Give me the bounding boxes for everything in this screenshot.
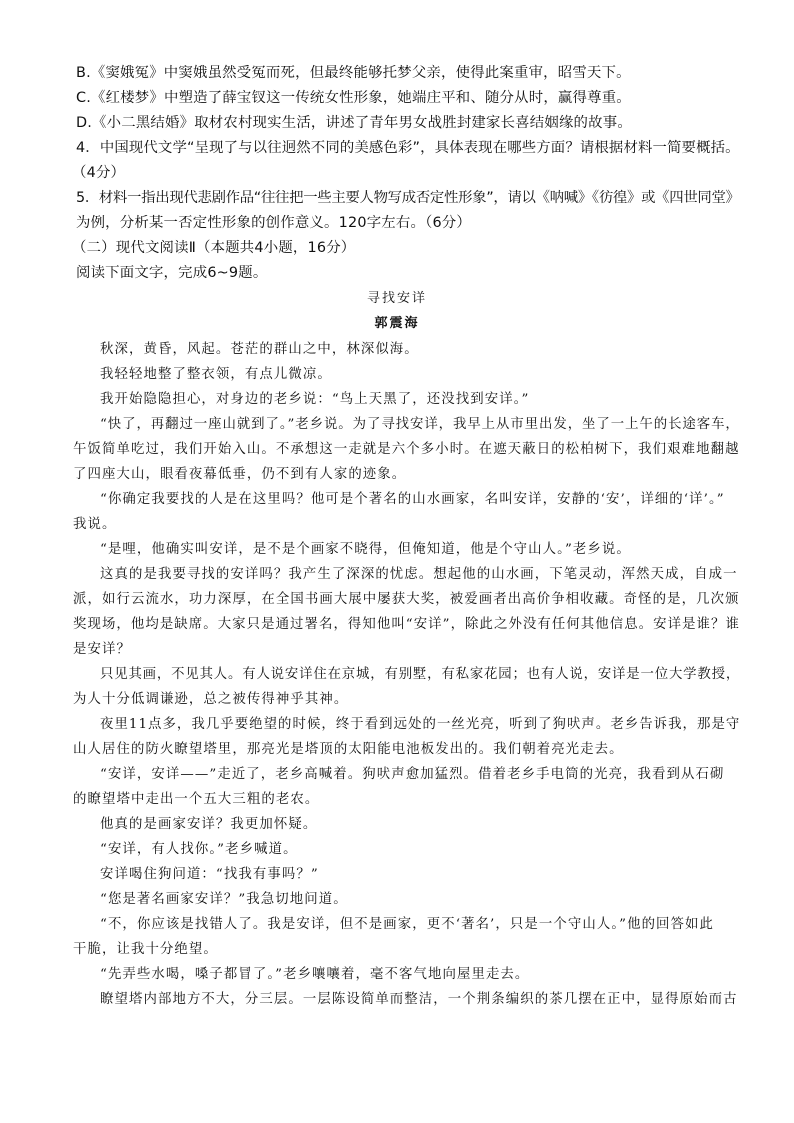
passage-line: 派，如行云流水，功力深厚，在全国书画大展中屡获大奖，被爱画者出高价争相收藏。奇怪的是，几次颁 <box>73 592 740 607</box>
passage-line: 是安详？ <box>73 642 131 657</box>
passage-line: 山人居住的防火瞭望塔里，那亮光是塔顶的太阳能电池板发出的。我们朝着亮光走去。 <box>73 742 624 757</box>
passage-line: 他真的是画家安详？我更加怀疑。 <box>100 817 318 832</box>
question-5-line-2: 为例，分析某一否定性形象的创作意义。120字左右。（6分） <box>76 215 471 231</box>
option-c: C.《红楼梦》中塑造了薛宝钗这一传统女性形象，她端庄平和、随分从时，赢得尊重。 <box>76 90 631 106</box>
passage-line: 秋深，黄昏，风起。苍茫的群山之中，林深似海。 <box>100 342 419 357</box>
passage-line: 干脆，让我十分绝望。 <box>73 942 218 957</box>
passage-line: 的瞭望塔中走出一个五大三粗的老农。 <box>73 792 320 807</box>
passage-line: 安详喝住狗问道：“找我有事吗？” <box>100 867 319 882</box>
passage-line: “你确定我要找的人是在这里吗？他可是个著名的山水画家，名叫安详，安静的‘安’，详细的‘详’。” <box>100 492 725 507</box>
question-4-line-2: （4分） <box>72 165 126 181</box>
passage-author: 郭震海 <box>374 316 420 331</box>
passage-line: 瞭望塔内部地方不大，分三层。一层陈设简单而整洁，一个荆条编织的茶几摆在正中，显得原始而古 <box>100 992 738 1007</box>
passage-line: 我开始隐隐担心，对身边的老乡说：“鸟上天黑了，还没找到安详。” <box>100 392 530 407</box>
passage-line: “安详，安详——”走近了，老乡高喊着。狗吠声愈加猛烈。借着老乡手电筒的光亮，我看到从石砌 <box>100 767 725 782</box>
section-heading: （二）现代文阅读Ⅱ（本题共4小题，16分） <box>72 240 356 256</box>
question-4-line-1: 4．中国现代文学“呈现了与以往迥然不同的美感色彩”，具体表现在哪些方面？请根据材料一简要概括。 <box>76 140 740 156</box>
passage-line: “您是著名画家安详？”我急切地问道。 <box>100 892 348 907</box>
question-5-line-1: 5．材料一指出现代悲剧作品“往往把一些主要人物写成否定性形象”，请以《呐喊》《彷徨》或《四世同堂》 <box>76 190 740 206</box>
passage-line: “先弄些水喝，嗓子都冒了。”老乡嚷嚷着，毫不客气地向屋里走去。 <box>100 967 530 982</box>
passage-line: 为人十分低调谦逊，总之被传得神乎其神。 <box>73 692 349 707</box>
passage-line: 奖现场，他均是缺席。大家只是通过署名，得知他叫“安详”，除此之外没有任何其他信息。安详是谁？谁 <box>73 617 740 632</box>
passage-line: “安详，有人找你。”老乡喊道。 <box>100 842 298 857</box>
passage-title: 寻找安详 <box>366 291 427 306</box>
passage-line: 了四座大山，眼看夜幕低垂，仍不到有人家的迹象。 <box>73 467 407 482</box>
passage-line: “是哩，他确实叫安详，是不是个画家不晓得，但俺知道，他是个守山人。”老乡说。 <box>100 542 631 557</box>
passage-line: 夜里11点多，我几乎要绝望的时候，终于看到远处的一丝光亮，听到了狗吠声。老乡告诉我，那是守 <box>100 717 741 732</box>
option-d: D.《小二黑结婚》取材农村现实生活，讲述了青年男女战胜封建家长喜结姻缘的故事。 <box>76 115 632 131</box>
passage-line: “快了，再翻过一座山就到了。”老乡说。为了寻找安详，我早上从市里出发，坐了一上午的长途客车， <box>100 417 740 432</box>
option-b: B.《窦娥冤》中窦娥虽然受冤而死，但最终能够托梦父亲，使得此案重审，昭雪天下。 <box>76 65 631 81</box>
passage-line: 只见其画，不见其人。有人说安详住在京城，有别墅，有私家花园；也有人说，安详是一位大学教授， <box>100 667 741 682</box>
passage-line: 我说。 <box>73 517 117 532</box>
passage-line: 午饭简单吃过，我们开始入山。不承想这一走就是六个多小时。在遮天蔽日的松柏树下，我们艰难地翻越 <box>73 442 740 457</box>
passage-line: 我轻轻地整了整衣领，有点儿微凉。 <box>100 367 332 382</box>
passage-line: “不，你应该是找错人了。我是安详，但不是画家，更不‘著名’，只是一个守山人。”他的回答如此 <box>100 917 715 932</box>
reading-instruction: 阅读下面文字，完成6~9题。 <box>76 265 268 281</box>
passage-line: 这真的是我要寻找的安详吗？我产生了深深的忧虑。想起他的山水画，下笔灵动，浑然天成，自成一 <box>100 567 738 582</box>
